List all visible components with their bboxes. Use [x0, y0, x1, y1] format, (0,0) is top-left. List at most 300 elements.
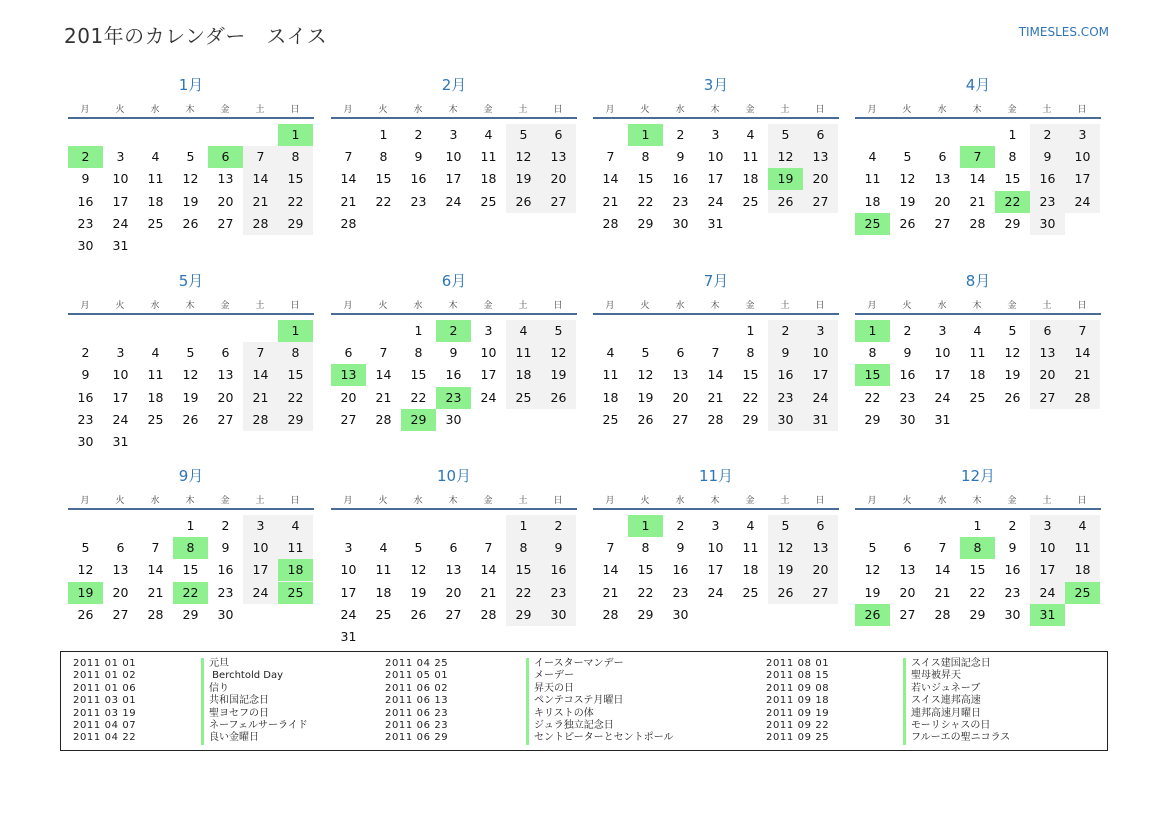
day-cell: 8: [519, 540, 528, 556]
weekday-label: 木: [710, 105, 720, 115]
day-cell: 15: [637, 562, 654, 578]
day-cell: 2: [1008, 518, 1017, 533]
holiday-date: 2011 04 25: [385, 658, 449, 669]
weekday-label: 月: [343, 496, 353, 506]
day-cell: 5: [1008, 323, 1017, 338]
day-cell: 3: [711, 518, 720, 533]
day-cell: 16: [672, 171, 689, 187]
weekday-label: 土: [518, 105, 528, 115]
day-cell: 17: [934, 367, 951, 383]
holiday-day-cell: 2: [68, 146, 103, 168]
day-cell: 25: [147, 215, 164, 231]
weekday-label: 月: [343, 301, 353, 311]
day-cell: 24: [1039, 584, 1056, 600]
holiday-day-cell: 25: [1065, 582, 1100, 604]
header-rule: [68, 508, 314, 510]
day-cell: 4: [1078, 518, 1087, 533]
month-9: [68, 465, 314, 655]
day-cell: 5: [868, 540, 877, 556]
weekday-label: 水: [937, 105, 947, 115]
day-cell: 14: [340, 171, 357, 187]
day-cell: 18: [515, 367, 532, 383]
weekday-label: 金: [745, 496, 755, 506]
weekday-label: 火: [902, 301, 912, 311]
day-cell: 2: [903, 323, 912, 338]
day-cell: 16: [1004, 562, 1021, 578]
day-cell: 4: [746, 127, 755, 142]
day-cell: 19: [864, 584, 881, 600]
weekday-label: 金: [745, 301, 755, 311]
day-cell: 6: [816, 518, 825, 533]
holiday-day-cell: 2: [436, 320, 471, 342]
header-rule: [331, 313, 577, 315]
day-cell: 15: [637, 171, 654, 187]
weekday-label: 日: [553, 496, 563, 506]
legend-names-column: [201, 658, 308, 745]
day-cell: 16: [899, 367, 916, 383]
day-cell: 16: [445, 367, 462, 383]
weekday-label: 火: [115, 496, 125, 506]
day-cell: 10: [112, 367, 129, 383]
weekday-label: 水: [413, 301, 423, 311]
day-cell: 25: [602, 411, 619, 427]
day-cell: 24: [812, 389, 829, 405]
day-cell: 19: [637, 389, 654, 405]
day-cell: 15: [969, 562, 986, 578]
day-cell: 14: [480, 562, 497, 578]
weekday-label: 土: [1042, 105, 1052, 115]
weekday-label: 日: [1077, 496, 1087, 506]
day-cell: 29: [287, 215, 304, 231]
day-cell: 3: [711, 127, 720, 142]
day-cell: 4: [151, 345, 160, 361]
day-cell: 2: [414, 127, 423, 142]
month-title: 11月: [698, 467, 734, 485]
day-cell: 27: [217, 411, 234, 427]
holiday-date: 2011 04 07: [73, 720, 137, 732]
weekday-label: 水: [413, 496, 423, 506]
day-cell: 23: [217, 584, 234, 600]
day-cell: 15: [375, 171, 392, 187]
day-cell: 14: [147, 562, 164, 578]
month-2: [331, 74, 577, 264]
month-title: 2月: [441, 76, 467, 94]
day-cell: 24: [480, 389, 497, 405]
day-cell: 23: [77, 215, 94, 231]
day-cell: 30: [217, 606, 234, 622]
day-cell: 28: [602, 215, 619, 231]
holiday-day-cell: 15: [855, 364, 890, 386]
day-cell: 25: [742, 584, 759, 600]
weekday-header: [68, 493, 314, 507]
holiday-name: 昇天の日: [526, 683, 673, 695]
weekday-label: 金: [220, 301, 230, 311]
day-cell: 6: [554, 127, 563, 142]
day-cell: 26: [77, 606, 94, 622]
day-cell: 22: [742, 389, 759, 405]
day-cell: 26: [899, 215, 916, 231]
day-cell: 31: [812, 411, 829, 427]
site-name[interactable]: TIMESLES.COM: [1018, 25, 1109, 39]
weekday-label: 土: [255, 301, 265, 311]
weekday-label: 月: [867, 496, 877, 506]
day-cell: 27: [812, 584, 829, 600]
day-cell: 6: [344, 345, 353, 361]
day-cell: 23: [1004, 584, 1021, 600]
month-5: [68, 270, 314, 460]
weekday-label: 日: [1077, 301, 1087, 311]
day-cell: 20: [672, 389, 689, 405]
holiday-day-cell: 8: [960, 537, 995, 559]
holiday-name: Berchtold Day: [201, 670, 308, 682]
day-cell: 2: [781, 323, 790, 338]
holiday-date: 2011 05 01: [385, 670, 449, 682]
holiday-day-cell: 13: [331, 364, 366, 386]
day-cell: 14: [1074, 345, 1091, 361]
day-cell: 17: [112, 193, 129, 209]
day-cell: 22: [287, 193, 304, 209]
weekday-label: 月: [867, 105, 877, 115]
day-cell: 6: [1043, 323, 1052, 338]
day-cell: 16: [77, 389, 94, 405]
day-cell: 4: [151, 149, 160, 165]
day-cell: 12: [515, 149, 532, 165]
day-cell: 27: [812, 193, 829, 209]
day-cell: 19: [899, 193, 916, 209]
day-cell: 27: [1039, 389, 1056, 405]
day-cell: 8: [641, 149, 650, 165]
day-cell: 13: [812, 540, 829, 556]
weekday-label: 水: [150, 496, 160, 506]
day-cell: 13: [812, 149, 829, 165]
weekday-label: 火: [902, 105, 912, 115]
day-cell: 1: [414, 323, 423, 338]
day-cell: 18: [147, 389, 164, 405]
day-cell: 25: [969, 389, 986, 405]
day-cell: 23: [410, 193, 427, 209]
day-cell: 26: [550, 389, 567, 405]
day-cell: 14: [602, 562, 619, 578]
weekday-label: 金: [745, 105, 755, 115]
day-cell: 24: [445, 193, 462, 209]
day-cell: 17: [252, 562, 269, 578]
day-cell: 18: [1074, 562, 1091, 578]
weekday-label: 水: [675, 496, 685, 506]
holiday-name: 共和国記念日: [201, 695, 308, 707]
day-cell: 18: [147, 193, 164, 209]
day-cell: 27: [550, 193, 567, 209]
holiday-name: ジュラ独立記念日: [526, 720, 673, 732]
holiday-day-cell: 23: [436, 387, 471, 409]
holiday-date: 2011 06 13: [385, 695, 449, 707]
holiday-day-cell: 8: [173, 537, 208, 559]
day-cell: 29: [182, 606, 199, 622]
day-cell: 29: [287, 411, 304, 427]
day-cell: 20: [445, 584, 462, 600]
holiday-date: 2011 09 08: [766, 682, 830, 694]
day-cell: 3: [816, 323, 825, 338]
weekday-label: 木: [710, 301, 720, 311]
day-cell: 1: [519, 518, 528, 533]
day-cell: 5: [186, 149, 195, 165]
day-cell: 5: [519, 127, 528, 142]
day-cell: 12: [637, 367, 654, 383]
day-cell: 11: [147, 367, 164, 383]
holiday-name: 若いジュネーブ: [903, 683, 1010, 695]
weekday-label: 水: [413, 105, 423, 115]
day-cell: 24: [707, 584, 724, 600]
day-cell: 21: [969, 193, 986, 209]
day-cell: 9: [676, 540, 685, 556]
day-cell: 31: [934, 411, 951, 427]
day-cell: 14: [969, 171, 986, 187]
day-cell: 30: [777, 411, 794, 427]
weekday-label: 日: [815, 301, 825, 311]
day-cell: 11: [864, 171, 881, 187]
day-cell: 12: [899, 171, 916, 187]
day-cell: 21: [252, 389, 269, 405]
weekday-header: [855, 493, 1101, 507]
day-cell: 7: [484, 540, 493, 556]
holiday-legend: [60, 651, 1108, 751]
weekday-label: 木: [972, 496, 982, 506]
day-cell: 10: [340, 562, 357, 578]
weekday-label: 木: [972, 105, 982, 115]
day-cell: 10: [934, 345, 951, 361]
day-cell: 9: [554, 540, 563, 556]
day-cell: 15: [182, 562, 199, 578]
day-cell: 9: [903, 345, 912, 361]
weekday-label: 土: [780, 105, 790, 115]
weekday-label: 土: [780, 301, 790, 311]
weekday-label: 金: [1007, 496, 1017, 506]
day-cell: 14: [707, 367, 724, 383]
day-cell: 22: [637, 584, 654, 600]
weekday-label: 月: [605, 496, 615, 506]
day-cell: 23: [777, 389, 794, 405]
day-cell: 18: [602, 389, 619, 405]
day-cell: 28: [707, 411, 724, 427]
day-cell: 14: [602, 171, 619, 187]
day-cell: 8: [291, 345, 300, 361]
day-cell: 16: [672, 562, 689, 578]
day-cell: 30: [672, 606, 689, 622]
weekday-label: 火: [115, 105, 125, 115]
day-cell: 2: [1043, 127, 1052, 142]
holiday-date: 2011 09 22: [766, 720, 830, 732]
day-cell: 22: [969, 584, 986, 600]
day-cell: 27: [445, 606, 462, 622]
weekday-label: 金: [220, 105, 230, 115]
weekday-label: 火: [378, 496, 388, 506]
day-cell: 5: [903, 149, 912, 165]
day-cell: 7: [256, 345, 265, 361]
month-6: [331, 270, 577, 460]
weekday-label: 月: [867, 301, 877, 311]
weekday-header: [855, 298, 1101, 312]
day-cell: 3: [1078, 127, 1087, 142]
day-cell: 20: [812, 171, 829, 187]
day-cell: 29: [637, 606, 654, 622]
day-cell: 14: [252, 367, 269, 383]
day-cell: 31: [112, 238, 129, 253]
day-cell: 14: [934, 562, 951, 578]
weekday-label: 月: [80, 301, 90, 311]
weekday-label: 土: [518, 301, 528, 311]
month-10: [331, 465, 577, 655]
weekday-label: 火: [902, 496, 912, 506]
day-cell: 10: [707, 540, 724, 556]
day-cell: 1: [1008, 127, 1017, 142]
day-cell: 29: [515, 606, 532, 622]
weekday-label: 木: [185, 496, 195, 506]
day-cell: 28: [147, 606, 164, 622]
day-cell: 13: [672, 367, 689, 383]
day-cell: 14: [252, 171, 269, 187]
weekday-label: 土: [518, 496, 528, 506]
weekday-label: 月: [80, 105, 90, 115]
day-cell: 16: [77, 193, 94, 209]
day-cell: 11: [969, 345, 986, 361]
day-cell: 10: [480, 345, 497, 361]
day-cell: 12: [777, 540, 794, 556]
weekday-label: 月: [80, 496, 90, 506]
day-cell: 28: [375, 411, 392, 427]
month-title: 7月: [703, 272, 729, 290]
legend-dates-column: [73, 658, 136, 745]
day-cell: 15: [287, 171, 304, 187]
weekday-label: 日: [553, 105, 563, 115]
day-cell: 27: [340, 411, 357, 427]
weekday-header: [855, 102, 1101, 116]
weekday-label: 金: [1007, 301, 1017, 311]
weekday-header: [593, 102, 839, 116]
day-cell: 9: [1043, 149, 1052, 165]
day-cell: 3: [1043, 518, 1052, 533]
day-cell: 12: [777, 149, 794, 165]
holiday-day-cell: 26: [855, 604, 890, 626]
day-cell: 4: [606, 345, 615, 361]
day-cell: 8: [291, 149, 300, 165]
day-cell: 28: [602, 606, 619, 622]
day-cell: 17: [1039, 562, 1056, 578]
day-cell: 24: [112, 215, 129, 231]
day-cell: 27: [899, 606, 916, 622]
holiday-name: キリストの体: [526, 708, 673, 720]
month-11: [593, 465, 839, 655]
day-cell: 3: [344, 540, 353, 556]
day-cell: 30: [899, 411, 916, 427]
day-cell: 28: [1074, 389, 1091, 405]
day-cell: 24: [252, 584, 269, 600]
day-cell: 6: [221, 345, 230, 361]
day-cell: 31: [707, 215, 724, 231]
day-cell: 15: [1004, 171, 1021, 187]
day-cell: 2: [81, 345, 90, 361]
day-cell: 21: [602, 193, 619, 209]
day-cell: 1: [973, 518, 982, 533]
legend-dates-column: [766, 658, 829, 745]
day-cell: 17: [112, 389, 129, 405]
weekday-label: 土: [1042, 301, 1052, 311]
holiday-day-cell: 1: [628, 515, 663, 537]
month-12: [855, 465, 1101, 655]
day-cell: 5: [554, 323, 563, 338]
holiday-day-cell: 22: [173, 582, 208, 604]
day-cell: 28: [340, 215, 357, 231]
day-cell: 23: [672, 193, 689, 209]
day-cell: 8: [746, 345, 755, 361]
day-cell: 30: [672, 215, 689, 231]
day-cell: 18: [742, 171, 759, 187]
day-cell: 22: [287, 389, 304, 405]
holiday-name: メーデー: [526, 670, 673, 682]
holiday-day-cell: 31: [1030, 604, 1065, 626]
holiday-name: スイス建国記念日: [903, 658, 1010, 670]
month-title: 9月: [178, 467, 204, 485]
weekday-label: 火: [378, 105, 388, 115]
day-cell: 10: [112, 171, 129, 187]
day-cell: 7: [711, 345, 720, 361]
day-cell: 29: [637, 215, 654, 231]
day-cell: 16: [1039, 171, 1056, 187]
month-title: 12月: [960, 467, 996, 485]
day-cell: 15: [515, 562, 532, 578]
day-cell: 17: [812, 367, 829, 383]
day-cell: 16: [410, 171, 427, 187]
day-cell: 5: [781, 518, 790, 533]
day-cell: 20: [934, 193, 951, 209]
month-title: 10月: [436, 467, 472, 485]
month-title: 3月: [703, 76, 729, 94]
day-cell: 19: [410, 584, 427, 600]
weekday-header: [593, 298, 839, 312]
day-cell: 27: [217, 215, 234, 231]
holiday-day-cell: 1: [855, 320, 890, 342]
holiday-day-cell: 7: [960, 146, 995, 168]
day-cell: 9: [81, 171, 90, 187]
day-cell: 17: [1074, 171, 1091, 187]
day-cell: 26: [182, 215, 199, 231]
day-cell: 10: [1074, 149, 1091, 165]
day-cell: 22: [515, 584, 532, 600]
day-cell: 20: [340, 389, 357, 405]
day-cell: 11: [602, 367, 619, 383]
holiday-date: 2011 09 25: [766, 732, 830, 744]
day-cell: 21: [252, 193, 269, 209]
weekday-label: 月: [605, 105, 615, 115]
day-cell: 9: [676, 149, 685, 165]
day-cell: 18: [375, 584, 392, 600]
day-cell: 4: [973, 323, 982, 338]
weekday-label: 日: [553, 301, 563, 311]
holiday-date: 2011 09 19: [766, 707, 830, 719]
header-rule: [331, 117, 577, 119]
day-cell: 30: [550, 606, 567, 622]
day-cell: 4: [291, 518, 300, 533]
day-cell: 29: [864, 411, 881, 427]
holiday-name: ペンテコステ月曜日: [526, 695, 673, 707]
day-cell: 28: [252, 411, 269, 427]
weekday-label: 月: [605, 301, 615, 311]
day-cell: 6: [449, 540, 458, 556]
holiday-date: 2011 01 02: [73, 670, 137, 682]
day-cell: 20: [1039, 367, 1056, 383]
day-cell: 6: [816, 127, 825, 142]
holiday-day-cell: 25: [855, 213, 890, 235]
day-cell: 30: [445, 411, 462, 427]
day-cell: 21: [375, 389, 392, 405]
